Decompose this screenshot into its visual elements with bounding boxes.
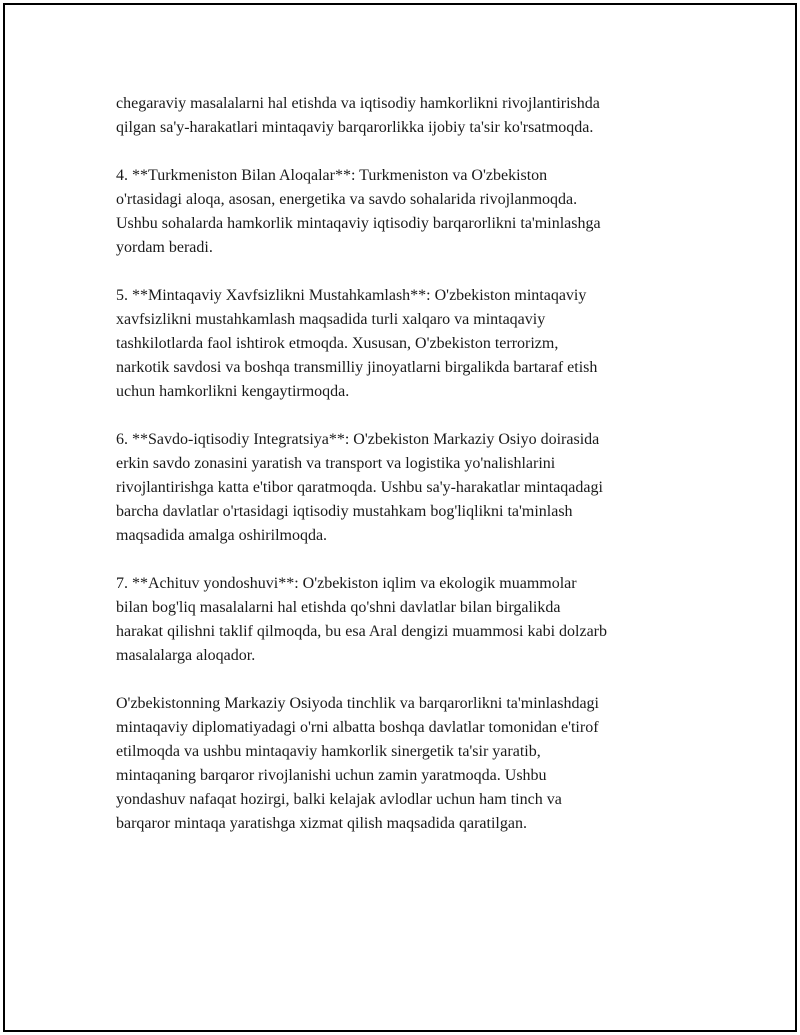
text-line: uchun hamkorlikni kengaytirmoqda.: [116, 383, 350, 400]
text-line: mintaqaning barqaror rivojlanishi uchun zamin yaratmoqda. Ushbu: [116, 767, 547, 784]
paragraph-item-5: [116, 284, 696, 404]
text-line: barcha davlatlar o'rtasidagi iqtisodiy mustahkam bog'liqlikni ta'minlash: [116, 503, 573, 520]
text-line: narkotik savdosi va boshqa transmilliy jinoyatlarni birgalikda bartaraf etish: [116, 359, 598, 376]
text-line: Ushbu sohalarda hamkorlik mintaqaviy iqtisodiy barqarorlikni ta'minlashga: [116, 215, 601, 232]
text-line: erkin savdo zonasini yaratish va transport va logistika yo'nalishlarini: [116, 455, 556, 472]
text-line: bilan bog'liq masalalarni hal etishda qo'shni davlatlar bilan birgalikda: [116, 599, 561, 616]
text-line: yondashuv nafaqat hozirgi, balki kelajak avlodlar uchun ham tinch va: [116, 791, 562, 808]
paragraph-conclusion: [116, 692, 696, 836]
text-line: xavfsizlikni mustahkamlash maqsadida turli xalqaro va mintaqaviy: [116, 311, 546, 328]
text-line: o'rtasidagi aloqa, asosan, energetika va savdo sohalarida rivojlanmoqda.: [116, 191, 578, 208]
text-line: 7. **Achituv yondoshuvi**: O'zbekiston iqlim va ekologik muammolar: [116, 575, 577, 592]
text-line: 4. **Turkmeniston Bilan Aloqalar**: Turkmeniston va O'zbekiston: [116, 167, 548, 184]
text-line: barqaror mintaqa yaratishga xizmat qilish maqsadida qaratilgan.: [116, 815, 527, 832]
text-line: O'zbekistonning Markaziy Osiyoda tinchlik va barqarorlikni ta'minlashdagi: [116, 695, 599, 712]
paragraph-item-4: [116, 164, 696, 260]
text-line: 5. **Mintaqaviy Xavfsizlikni Mustahkamlash**: O'zbekiston mintaqaviy: [116, 287, 587, 304]
document-body: [116, 92, 696, 860]
text-line: tashkilotlarda faol ishtirok etmoqda. Xususan, O'zbekiston terrorizm,: [116, 335, 559, 352]
text-line: rivojlantirishga katta e'tibor qaratmoqda. Ushbu sa'y-harakatlar mintaqadagi: [116, 479, 603, 496]
text-line: masalalarga aloqador.: [116, 647, 256, 664]
paragraph-item-7: [116, 572, 696, 668]
text-line: chegaraviy masalalarni hal etishda va iqtisodiy hamkorlikni rivojlantirishda: [116, 95, 600, 112]
text-line: yordam beradi.: [116, 239, 213, 256]
text-line: qilgan sa'y-harakatlari mintaqaviy barqarorlikka ijobiy ta'sir ko'rsatmoqda.: [116, 119, 594, 136]
paragraph-continuation: [116, 92, 696, 140]
text-line: 6. **Savdo-iqtisodiy Integratsiya**: O'zbekiston Markaziy Osiyo doirasida: [116, 431, 600, 448]
text-line: maqsadida amalga oshirilmoqda.: [116, 527, 328, 544]
text-line: mintaqaviy diplomatiyadagi o'rni albatta boshqa davlatlar tomonidan e'tirof: [116, 719, 599, 736]
paragraph-item-6: [116, 428, 696, 548]
text-line: etilmoqda va ushbu mintaqaviy hamkorlik sinergetik ta'sir yaratib,: [116, 743, 541, 760]
text-line: harakat qilishni taklif qilmoqda, bu esa Aral dengizi muammosi kabi dolzarb: [116, 623, 607, 640]
